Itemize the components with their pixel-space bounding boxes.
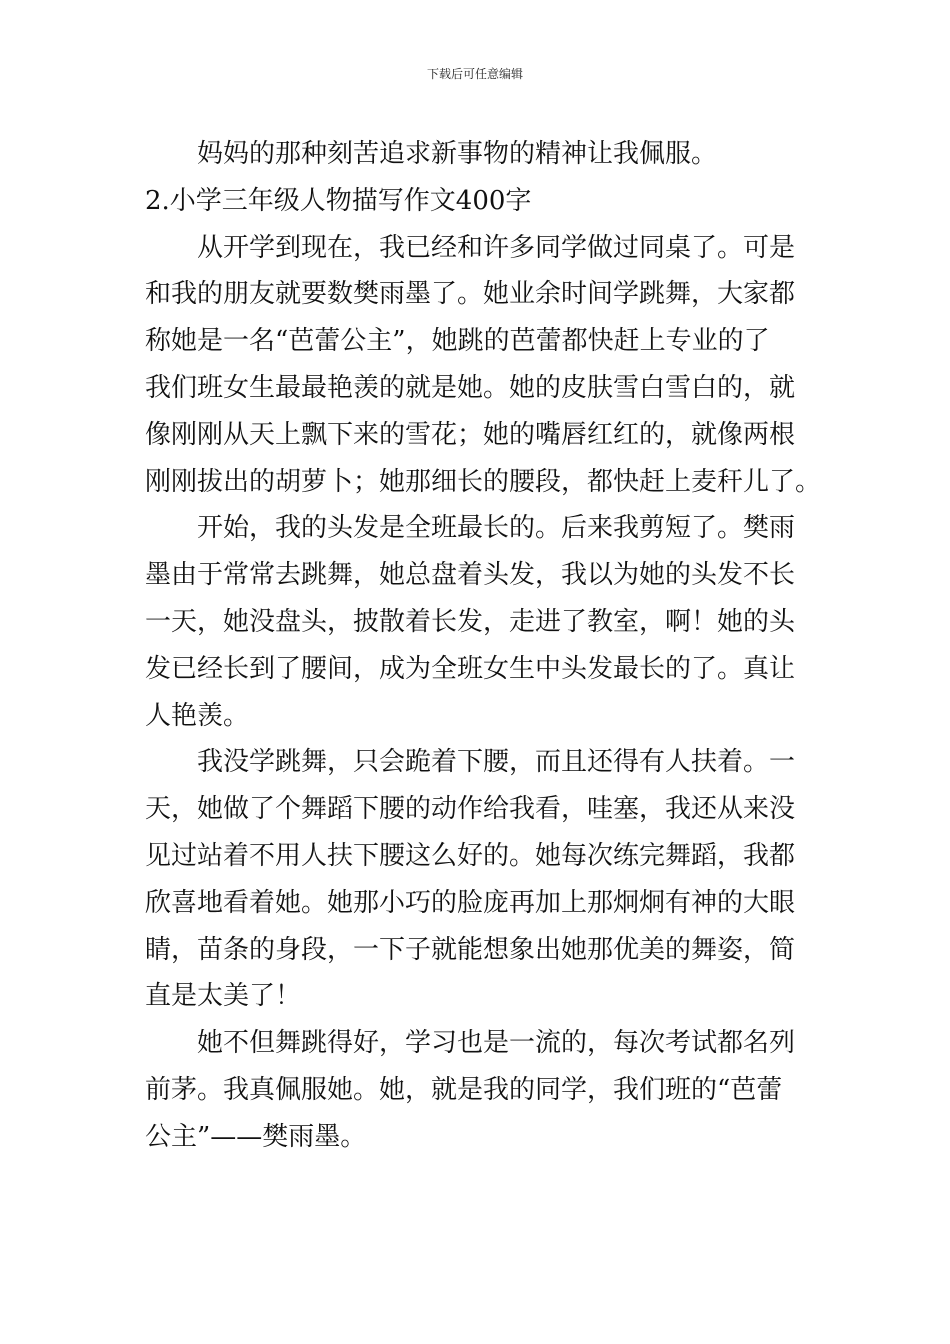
text-line: 和我的朋友就要数樊雨墨了。她业余时间学跳舞，大家都	[145, 279, 796, 310]
text-line: 她不但舞跳得好，学习也是一流的，每次考试都名列	[197, 1028, 796, 1059]
text-line: 墨由于常常去跳舞，她总盘着头发，我以为她的头发不长	[145, 560, 796, 591]
text-line: 从开学到现在，我已经和许多同学做过同桌了。可是	[197, 232, 796, 263]
text-line: 见过站着不用人扶下腰这么好的。她每次练完舞蹈，我都	[145, 840, 796, 871]
text-line: 欣喜地看着她。她那小巧的脸庞再加上那炯炯有神的大眼	[145, 887, 796, 918]
text-line: 天，她做了个舞蹈下腰的动作给我看，哇塞，我还从来没	[145, 794, 796, 825]
text-line: 我没学跳舞，只会跪着下腰，而且还得有人扶着。一	[197, 747, 796, 778]
text-line: 我们班女生最最艳羡的就是她。她的皮肤雪白雪白的，就	[145, 372, 796, 403]
text-line: 直是太美了！	[145, 981, 302, 1012]
text-line: 一天，她没盘头，披散着长发，走进了教室，啊！她的头	[145, 606, 796, 637]
text-line: 公主”——樊雨墨。	[145, 1121, 367, 1152]
text-line: 前茅。我真佩服她。她，就是我的同学，我们班的“芭蕾	[145, 1074, 783, 1105]
text-line: 刚刚拔出的胡萝卜；她那细长的腰段，都快赶上麦秆儿了。	[145, 466, 822, 497]
text-line: 人艳羡。	[145, 700, 250, 731]
essay-body	[145, 131, 822, 1161]
page-header: 下载后可任意编辑	[426, 67, 523, 81]
section-heading: 2.小学三年级人物描写作文400字	[145, 185, 532, 216]
text-line: 睛，苗条的身段，一下子就能想象出她那优美的舞姿，简	[145, 934, 796, 965]
text-line: 像刚刚从天上飘下来的雪花；她的嘴唇红红的，就像两根	[145, 419, 796, 450]
text-line: 发已经长到了腰间，成为全班女生中头发最长的了。真让	[145, 653, 796, 684]
text-line: 开始，我的头发是全班最长的。后来我剪短了。樊雨	[197, 513, 796, 544]
text-line: 称她是一名“芭蕾公主”，她跳的芭蕾都快赶上专业的了	[145, 326, 770, 357]
text-line: 妈妈的那种刻苦追求新事物的精神让我佩服。	[197, 139, 718, 169]
